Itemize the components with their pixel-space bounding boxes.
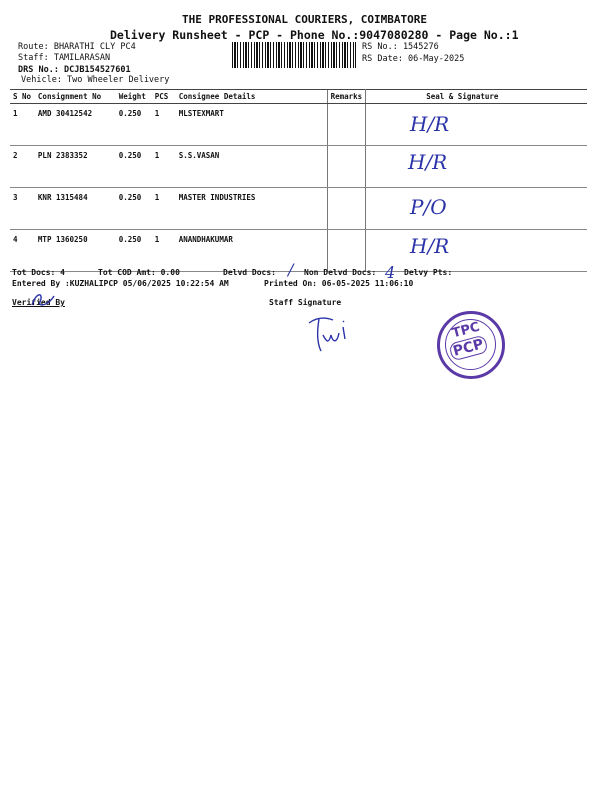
handwritten-signature: P/O (410, 195, 447, 219)
col-consignee: Consignee Details (176, 90, 327, 104)
entered-by: Entered By :KUZHALIPCP 05/06/2025 10:22:54 AM (12, 279, 229, 288)
printed-on: Printed On: 06-05-2025 11:06:10 (264, 279, 414, 288)
table-row (10, 146, 587, 188)
row-pcs: 1 (152, 104, 176, 146)
row-consignment: AMD 30412542 (35, 104, 116, 146)
row-sno: 4 (10, 230, 35, 272)
row-consignee: ANANDHAKUMAR (176, 230, 327, 272)
drs-no: DRS No.: DCJB154527601 (18, 65, 131, 75)
row-signature (366, 104, 587, 146)
row-signature (366, 188, 587, 230)
handwritten-signature: H/R (408, 150, 448, 174)
col-seal-signature: Seal & Signature (366, 90, 587, 104)
row-signature (366, 146, 587, 188)
barcode (232, 42, 356, 68)
rs-date: RS Date: 06-May-2025 (362, 54, 465, 64)
staff-signature-label: Staff Signature (269, 298, 342, 307)
row-signature (366, 230, 587, 272)
table-row (10, 104, 587, 146)
row-consignee: MLSTEXMART (176, 104, 327, 146)
route: Route: BHARATHI CLY PC4 (18, 42, 136, 52)
non-delvd-docs: Non Delvd Docs: (304, 268, 377, 277)
row-pcs: 1 (152, 230, 176, 272)
row-sno: 3 (10, 188, 35, 230)
table-row (10, 188, 587, 230)
delvy-pts: Delvy Pts: (404, 268, 453, 277)
row-consignment: KNR 1315484 (35, 188, 116, 230)
handwritten-signature: H/R (410, 112, 450, 136)
row-weight: 0.250 (116, 188, 152, 230)
row-weight: 0.250 (116, 104, 152, 146)
col-weight: Weight (116, 90, 152, 104)
tot-docs: Tot Docs: 4 (12, 268, 65, 277)
row-remarks (327, 104, 366, 146)
row-weight: 0.250 (116, 146, 152, 188)
row-remarks (327, 230, 366, 272)
col-consignment: Consignment No (35, 90, 116, 104)
delvd-docs: Delvd Docs: (223, 268, 276, 277)
vehicle: Vehicle: Two Wheeler Delivery (21, 75, 170, 85)
row-consignment: PLN 2383352 (35, 146, 116, 188)
tpc-stamp (437, 311, 505, 379)
staff: Staff: TAMILARASAN (18, 53, 111, 63)
row-sno: 1 (10, 104, 35, 146)
col-sno: S No (10, 90, 35, 104)
row-consignment: MTP 1360250 (35, 230, 116, 272)
row-consignee: S.S.VASAN (176, 146, 327, 188)
verified-by-signature (28, 290, 58, 310)
runsheet-title: Delivery Runsheet - PCP - Phone No.:9047080280 - Page No.:1 (110, 28, 519, 42)
col-pcs: PCS (152, 90, 176, 104)
runsheet-table (10, 89, 587, 272)
company-name: THE PROFESSIONAL COURIERS, COIMBATORE (182, 13, 428, 26)
stamp-text-1: TPC (450, 319, 482, 342)
tot-cod-amt: Tot COD Amt: 0.00 (98, 268, 180, 277)
staff-signature (303, 313, 353, 358)
row-remarks (327, 146, 366, 188)
row-pcs: 1 (152, 188, 176, 230)
row-weight: 0.250 (116, 230, 152, 272)
handwritten-signature: H/R (410, 234, 450, 258)
table-row (10, 230, 587, 272)
row-sno: 2 (10, 146, 35, 188)
row-pcs: 1 (152, 146, 176, 188)
verified-by: Verified By (12, 298, 65, 307)
stamp-text-2: PCP (448, 335, 488, 362)
col-remarks: Remarks (327, 90, 366, 104)
row-consignee: MASTER INDUSTRIES (176, 188, 327, 230)
row-remarks (327, 188, 366, 230)
non-delvd-docs-handwritten: 4 (385, 263, 396, 282)
rs-no: RS No.: 1545276 (362, 42, 439, 52)
delvd-docs-handwritten: / (288, 260, 294, 279)
